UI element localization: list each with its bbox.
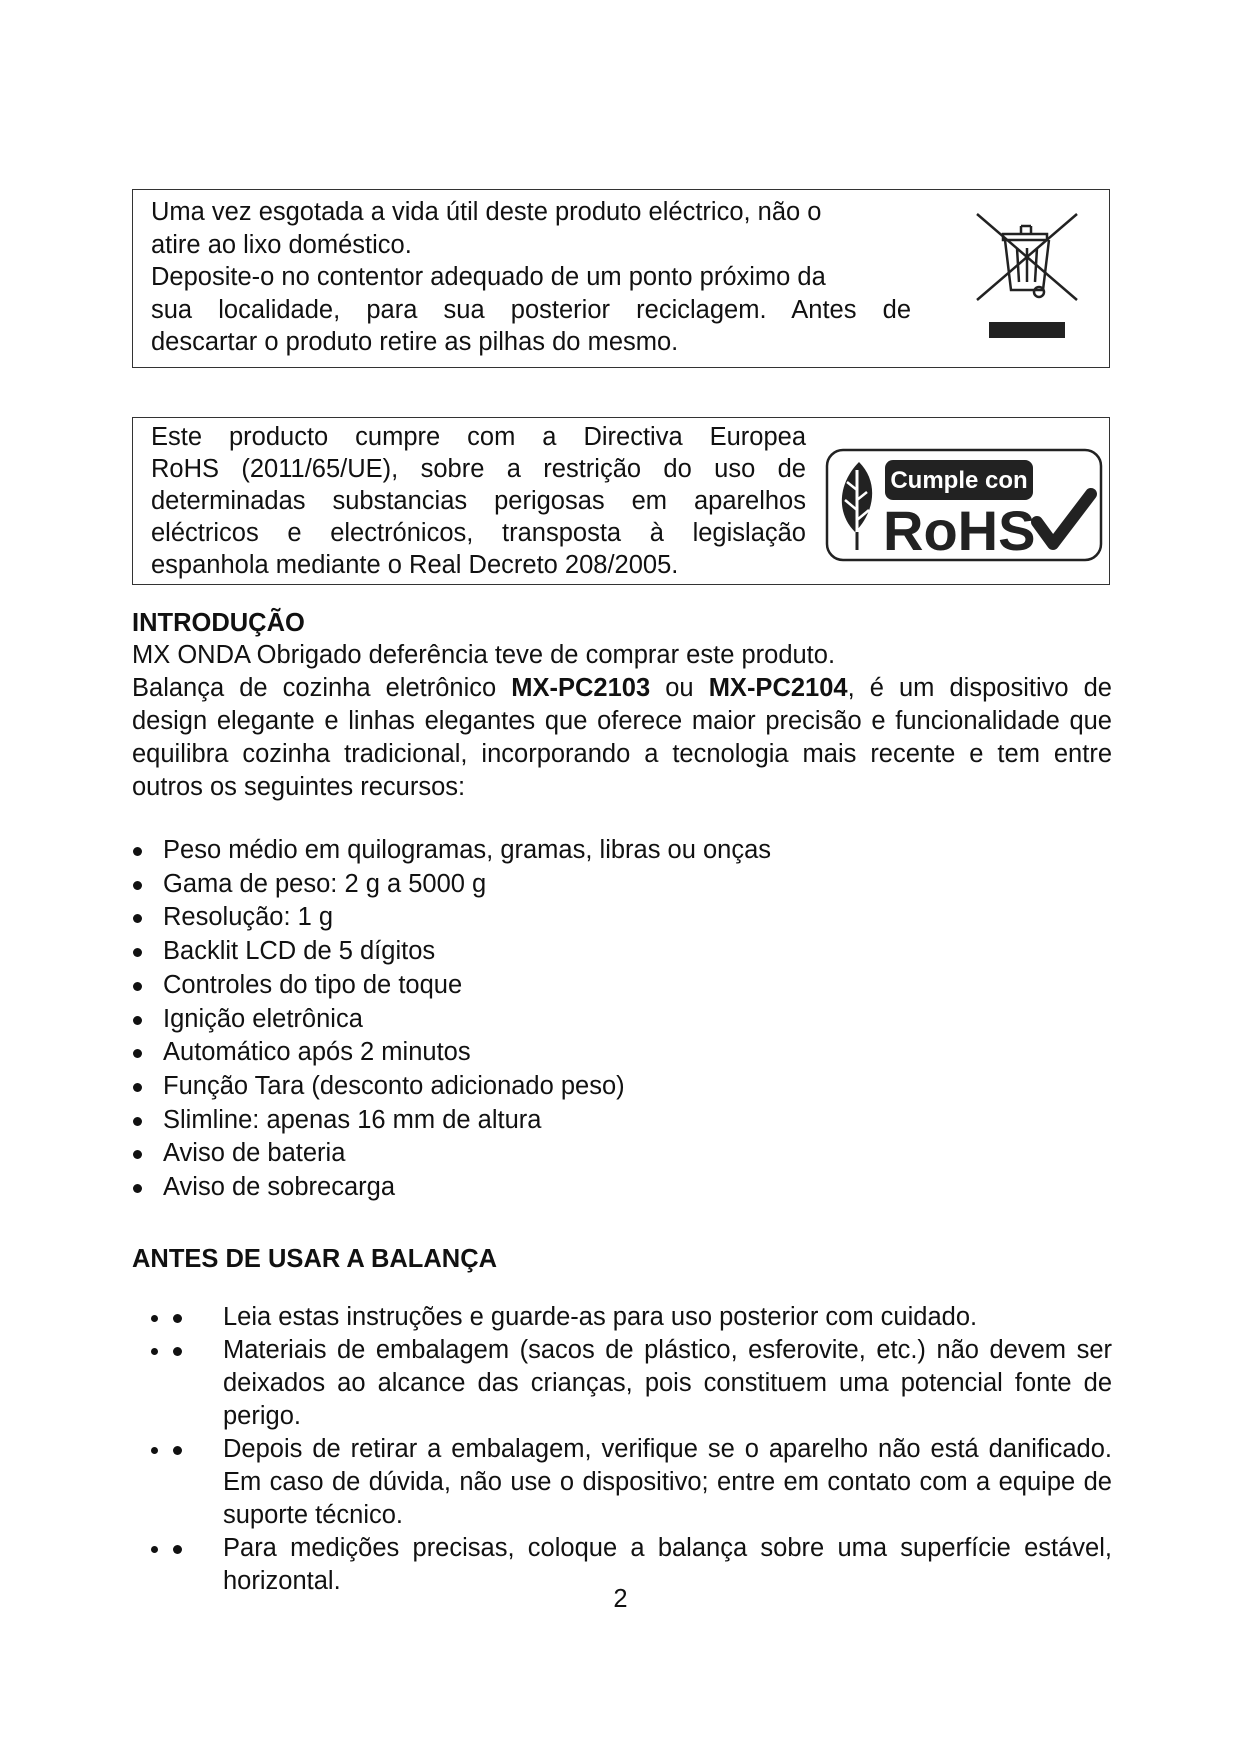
list-item: Backlit LCD de 5 dígitos: [132, 935, 1112, 969]
list-item: Peso médio em quilogramas, gramas, libras ou onças: [132, 834, 1112, 868]
list-item: Resolução: 1 g: [132, 901, 1112, 935]
list-item: Automático após 2 minutos: [132, 1036, 1112, 1070]
page-number: 2: [613, 1585, 628, 1613]
weee-notice-text: [151, 196, 911, 359]
list-item: Gama de peso: 2 g a 5000 g: [132, 868, 1112, 902]
list-item: • Para medições precisas, coloque a balança sobre uma superfície estável, horizontal.: [172, 1532, 1112, 1598]
model-1: MX-PC2103: [511, 674, 651, 702]
before-use-heading: ANTES DE USAR A BALANÇA: [132, 1245, 498, 1273]
rohs-line-5: espanhola mediante o Real Decreto 208/2005.: [151, 551, 679, 579]
weee-line-5: descartar o produto retire as pilhas do mesmo.: [151, 328, 679, 356]
list-item: Slimline: apenas 16 mm de altura: [132, 1104, 1112, 1138]
intro-desc-a: Balança de cozinha eletrônico: [132, 674, 512, 702]
list-item: • Leia estas instruções e guarde-as para uso posterior com cuidado.: [172, 1301, 1112, 1334]
rohs-line-2: RoHS (2011/65/UE), sobre a restrição do uso de: [151, 455, 806, 483]
crossed-out-wheelie-bin-icon: [973, 212, 1081, 342]
weee-notice-box: [132, 189, 1110, 368]
list-item: • Materiais de embalagem (sacos de plástico, esferovite, etc.) não devem ser deixados ao alcance das crianças, pois constituem uma potencial fonte de perigo.: [172, 1334, 1112, 1433]
list-item: Aviso de sobrecarga: [132, 1171, 1112, 1205]
rohs-logo-main-text: RoHS: [883, 499, 1036, 562]
features-list: [132, 834, 1112, 1205]
list-item: Aviso de bateria: [132, 1137, 1112, 1171]
rohs-line-4: eléctricos e electrónicos, transposta à legislação: [151, 519, 806, 547]
before-use-list: [132, 1301, 1112, 1598]
weee-line-3: Deposite-o no contentor adequado de um ponto próximo da: [151, 263, 826, 291]
list-item: Controles do tipo de toque: [132, 969, 1112, 1003]
intro-desc-b: ou: [650, 674, 709, 702]
weee-line-2: atire ao lixo doméstico.: [151, 230, 412, 259]
features-list-section: [132, 834, 1112, 1205]
intro-thanks: MX ONDA Obrigado deferência teve de comprar este produto.: [132, 641, 836, 669]
rohs-notice-box: [132, 417, 1110, 585]
before-use-section: [132, 1243, 1112, 1623]
intro-description: [132, 672, 1112, 804]
weee-line-1: Uma vez esgotada a vida útil deste produto eléctrico, não o: [151, 198, 822, 226]
rohs-logo-top-text: Cumple con: [890, 467, 1028, 494]
list-item: • Depois de retirar a embalagem, verifique se o aparelho não está danificado. Em caso de dúvida, não use o dispositivo; entre em contato com a equipe de suporte técnico.: [172, 1433, 1112, 1532]
weee-line-4: sua localidade, para sua posterior reciclagem. Antes de: [151, 295, 911, 324]
rohs-line-3: determinadas substancias perigosas em aparelhos: [151, 487, 806, 515]
intro-section: [132, 607, 1112, 804]
rohs-notice-text: [151, 421, 806, 581]
rohs-logo: [825, 448, 1103, 562]
intro-desc-c: , é um dispositivo de design elegante e linhas elegantes que oferece maior precisão e funcionalidade que equilibra cozinha tradicional, incorporando a tecnologia mais recente e tem entre outros os seguintes recursos:: [132, 674, 1112, 801]
model-2: MX-PC2104: [708, 674, 848, 702]
rohs-line-1: Este producto cumpre com a Directiva Europea: [151, 423, 806, 451]
intro-heading: INTRODUÇÃO: [132, 609, 305, 637]
list-item: Ignição eletrônica: [132, 1003, 1112, 1037]
list-item: Função Tara (desconto adicionado peso): [132, 1070, 1112, 1104]
